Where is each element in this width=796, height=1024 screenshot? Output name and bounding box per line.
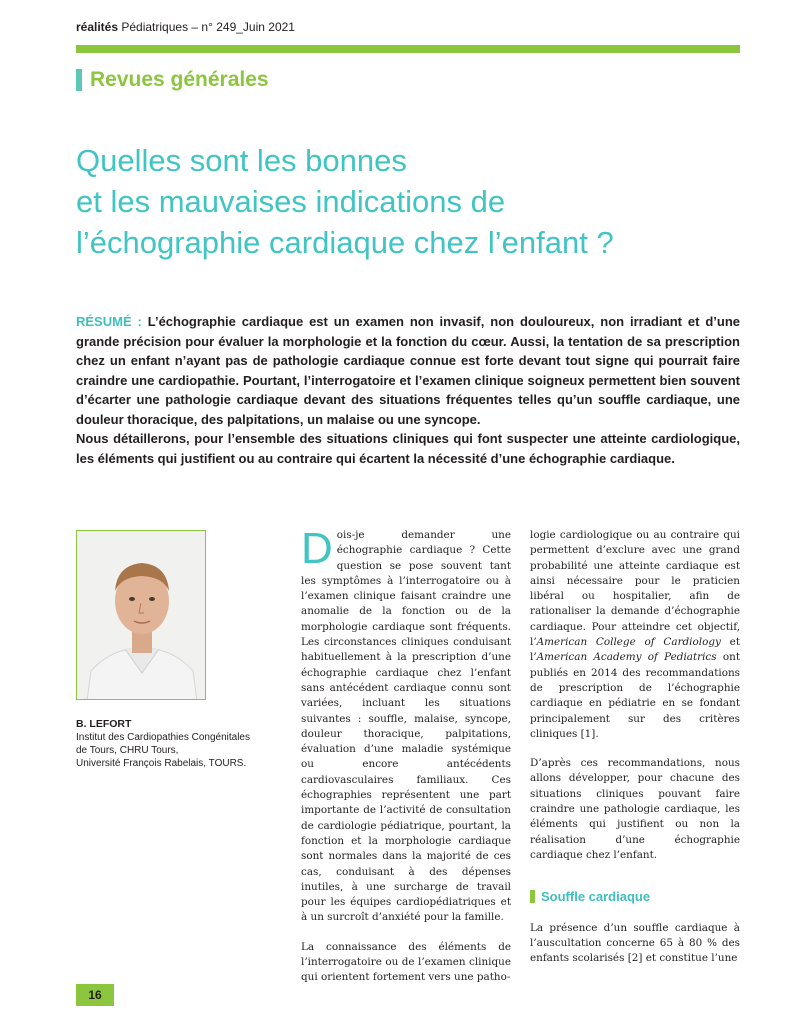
abstract-key: RÉSUMÉ : xyxy=(76,314,142,329)
subsection-marker xyxy=(530,890,535,903)
title-line-2: et les mauvaises indications de xyxy=(76,184,506,219)
abstract xyxy=(76,312,740,468)
author-affiliation-1: Institut des Cardiopathies Congénitales xyxy=(76,732,250,743)
title-line-1: Quelles sont les bonnes xyxy=(76,143,407,178)
page-number: 16 xyxy=(76,984,114,1006)
article-title xyxy=(76,140,740,263)
drop-cap: D xyxy=(301,524,333,573)
section-heading xyxy=(76,68,269,92)
abstract-p1: L’échographie cardiaque est un examen non invasif, non douloureux, non irradiant et d’une grande précision pour évaluer la morphologie et la fonction du cœur. Aussi, la tentation de sa prescription chez un enfant n’ayant pas de pathologie cardiaque connue est forte devant tout signe qui pourrait faire craindre une cardiopathie. Pourtant, l’interrogatoire et l’examen clinique soigneux permettent bien souvent d’écarter une pathologie cardiaque devant des situations fréquentes telles qu’un souffle cardiaque, une douleur thoracique, des palpitations, un malaise ou une syncope. xyxy=(76,314,740,427)
body-column-2 xyxy=(530,528,740,966)
journal-name: réalités xyxy=(76,20,119,34)
body-paragraph-4: D’après ces recommandations, nous allons développer, pour chacune des situations cliniques pouvant faire craindre une pathologie cardiaque, les éléments qui justifient ou non la réalisation d’une échographie cardiaque chez l’enfant. xyxy=(530,757,740,861)
subsection-label: Souffle cardiaque xyxy=(541,889,651,905)
body-paragraph-5: La présence d’un souffle cardiaque à l’auscultation concerne 65 à 80 % des enfants scolarisés [2] et constitue l’une xyxy=(530,921,740,965)
running-header xyxy=(76,20,295,34)
section-marker xyxy=(76,69,82,91)
author-name: B. LEFORT xyxy=(76,718,132,730)
journal-issue: Pédiatriques – n° 249_Juin 2021 xyxy=(118,20,295,34)
author-affiliation-3: Université François Rabelais, TOURS. xyxy=(76,758,247,769)
abstract-p2: Nous détaillerons, pour l’ensemble des situations cliniques qui font suspecter une atteinte cardiologique, les éléments qui justifient ou au contraire qui écartent la nécessité d’une échographie cardiaque. xyxy=(76,431,740,466)
author-block xyxy=(76,718,276,770)
body-paragraph-1: ois-je demander une échographie cardiaque ? Cette question se pose souvent tant les symptômes à l’interrogatoire ou à l’examen clinique faisant craindre une anomalie de la fonction ou de la morphologie cardiaque sont fréquents. Les circonstances cliniques conduisant habituellement à la prescription d’une échographie cardiaque chez l’enfant sans antécédent cardiaque connu sont variées, incluant les situations suivantes : souffle, malaise, syncope, douleur thoracique, palpitations, évaluation d’une maladie systémique ou encore antécédents cardiovasculaires familiaux. Ces échographies représentent une part importante de l’activité de consultation de cardiologie pédiatrique, pourtant, la fonction et la morphologie cardiaque sont normales dans la majorité de ces cas, conduisant à des dépenses inutiles, à une surcharge de travail pour les équipes cardiopédiatriques et à un surcroît d’anxiété pour la famille. xyxy=(301,529,511,924)
title-line-3: l’échographie cardiaque chez l’enfant ? xyxy=(76,225,614,260)
body-paragraph-3: logie cardiologique ou au contraire qui permettent d’exclure avec une grand probabilité une atteinte cardiaque est ainsi nécessaire pour le praticien libéral ou hospitalier, afin de rationaliser la demande d’échographie cardiaque. Pour atteindre cet objectif, l’American College of Cardiology et l’American Academy of Pediatrics ont publiés en 2014 des recommandations de prescription de l’échographie cardiaque en pédiatrie en se fondant principalement sur des critères cliniques [1]. xyxy=(530,529,740,740)
author-photo xyxy=(76,530,206,700)
body-column-1 xyxy=(301,524,511,986)
header-rule xyxy=(76,45,740,53)
subsection-heading xyxy=(530,889,740,904)
author-affiliation-2: de Tours, CHRU Tours, xyxy=(76,745,179,756)
portrait-illustration xyxy=(77,531,206,700)
body-paragraph-2: La connaissance des éléments de l’interrogatoire ou de l’examen clinique qui orientent fortement vers une patho- xyxy=(301,940,511,984)
section-label: Revues générales xyxy=(90,68,269,91)
